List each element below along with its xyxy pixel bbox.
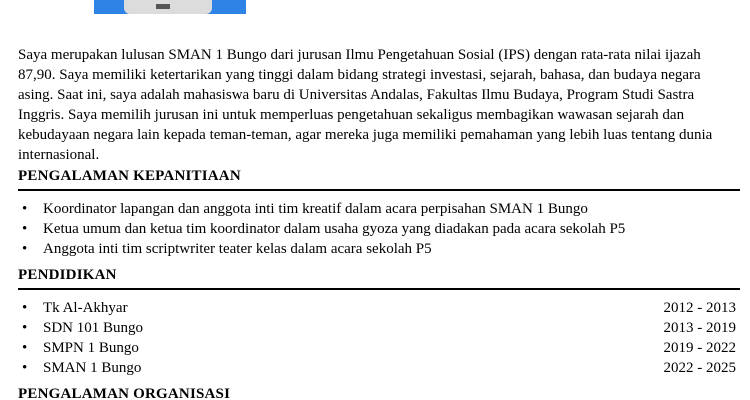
committee-item-text: Anggota inti tim scriptwriter teater kelas dalam acara sekolah P5 [43, 241, 432, 257]
list-item [18, 298, 736, 318]
section-title-education: PENDIDIKAN [18, 267, 117, 283]
section-title-organization: PENGALAMAN ORGANISASI [18, 386, 231, 400]
education-school: SMPN 1 Bungo [43, 340, 139, 356]
bullet-icon: • [22, 320, 28, 336]
list-item [18, 219, 736, 239]
profile-photo [94, 0, 246, 14]
section-divider-committee [18, 189, 740, 191]
bullet-icon: • [22, 241, 28, 257]
list-item [18, 239, 736, 259]
list-item [18, 338, 736, 358]
bullet-icon: • [22, 201, 28, 217]
education-school: SDN 101 Bungo [43, 320, 144, 336]
education-years: 2022 - 2025 [663, 360, 736, 376]
list-item [18, 318, 736, 338]
committee-item-text: Ketua umum dan ketua tim koordinator dalam usaha gyoza yang diadakan pada acara sekolah P5 [43, 221, 626, 237]
bullet-icon: • [22, 360, 28, 376]
bullet-icon: • [22, 340, 28, 356]
bullet-icon: • [22, 300, 28, 316]
education-years: 2013 - 2019 [663, 320, 736, 336]
committee-item-text: Koordinator lapangan dan anggota inti tim kreatif dalam acara perpisahan SMAN 1 Bungo [43, 201, 588, 217]
photo-name-tag [156, 4, 170, 9]
education-years: 2012 - 2013 [663, 300, 736, 316]
education-list [18, 298, 736, 378]
list-item [18, 199, 736, 219]
education-school: Tk Al-Akhyar [43, 300, 128, 316]
list-item [18, 358, 736, 378]
section-title-committee: PENGALAMAN KEPANITIAAN [18, 168, 241, 184]
education-school: SMAN 1 Bungo [43, 360, 142, 376]
committee-list [18, 199, 736, 259]
profile-summary: Saya merupakan lulusan SMAN 1 Bungo dari jurusan Ilmu Pengetahuan Sosial (IPS) dengan rata-rata nilai ijazah 87,90. Saya memiliki ketertarikan yang tinggi dalam bidang strategi investasi, sejarah, bahasa, dan budaya negara asing. Saat ini, saya adalah mahasiswa baru di Universitas Andalas, Fakultas Ilmu Budaya, Program Studi Sastra Inggris. Saya memilih jurusan ini untuk memperluas pengetahuan sekaligus membagikan wawasan sejarah dan kebudayaan negara lain kepada teman-teman, agar mereka juga memiliki pemahaman yang lebih luas tentang dunia internasional. [18, 47, 713, 163]
education-years: 2019 - 2022 [663, 340, 736, 356]
section-divider-education [18, 288, 740, 290]
bullet-icon: • [22, 221, 28, 237]
